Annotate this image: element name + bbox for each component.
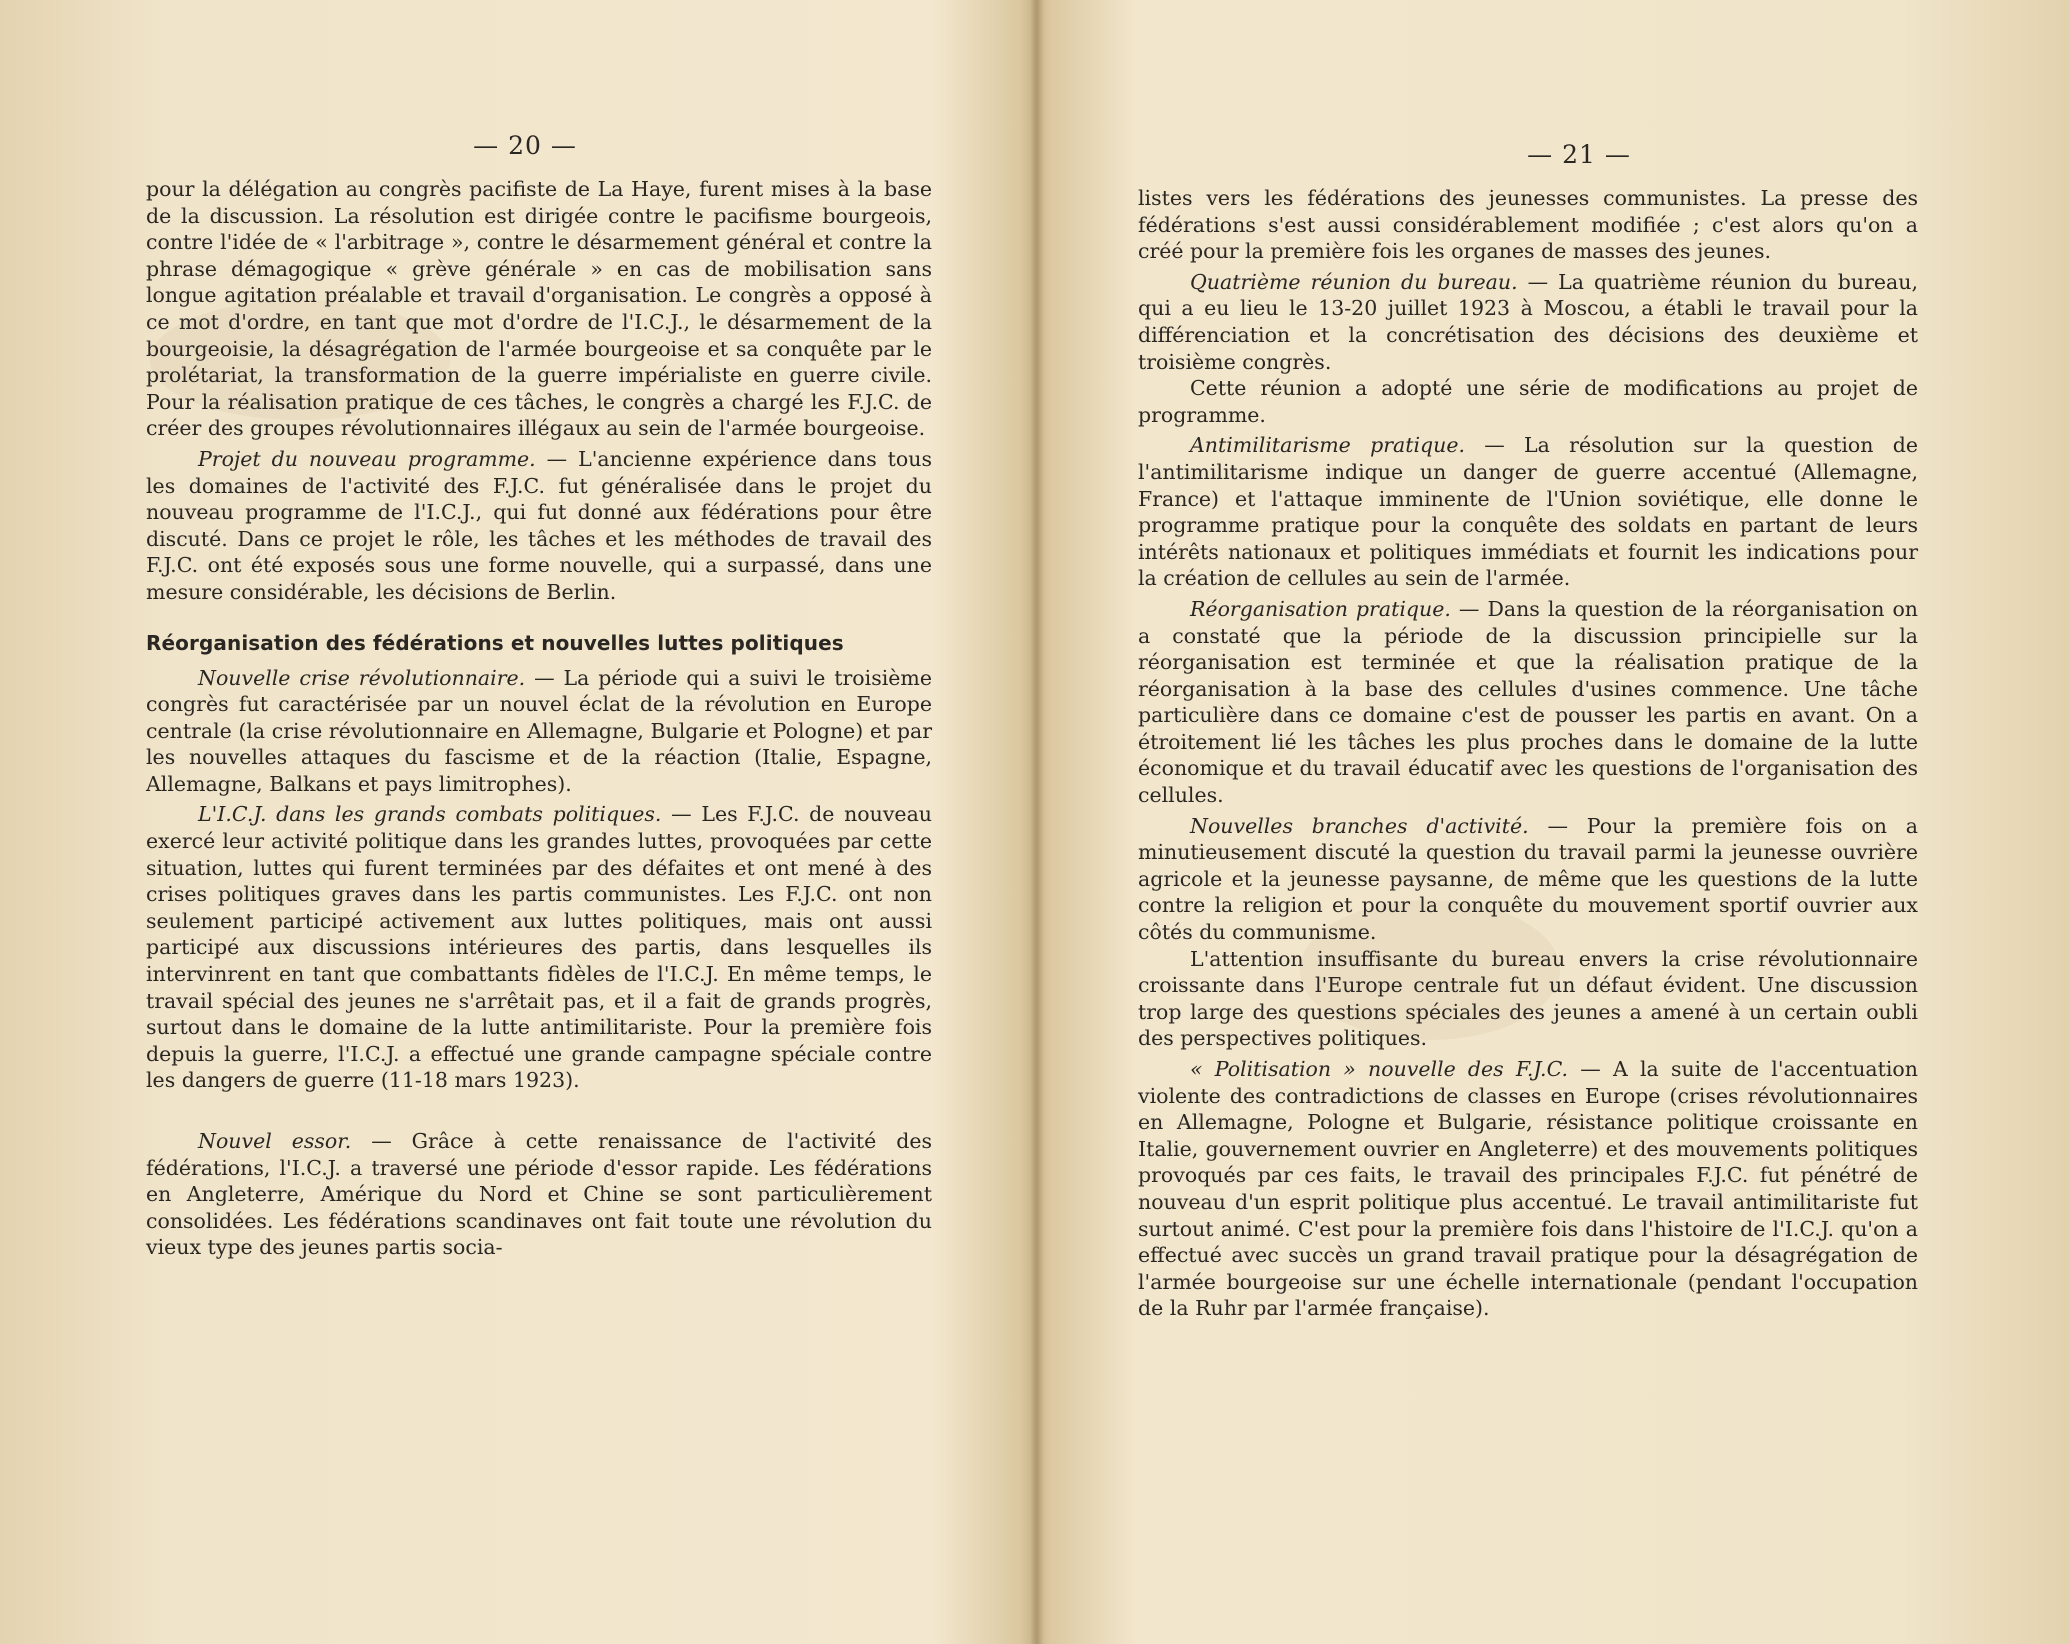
paragraph	[146, 665, 932, 798]
paragraph-title: L'I.C.J. dans les grands combats politiques.	[198, 802, 662, 827]
paragraph: L'attention insuffisante du bureau envers la crise révolutionnaire croissante dans l'Europe centrale fut un défaut évident. Une discussion trop large des questions spéciales des jeunes a amené à un certain oubli des perspectives politiques.	[1138, 946, 1918, 1051]
paragraph: pour la délégation au congrès pacifiste de La Haye, furent mises à la base de la discussion. La résolution est dirigée contre le pacifisme bourgeois, contre l'idée de « l'arbitrage », contre le désarmement général et contre la phrase démagogique « grève générale » en cas de mobilisation sans longue agitation préalable et travail d'organisation. Le congrès a opposé à ce mot d'ordre, en tant que mot d'ordre de l'I.C.J., le désarmement de la bourgeoisie, la désagrégation de l'armée bourgeoise et sa conquête par le prolétariat, la transformation de la guerre impérialiste en guerre civile. Pour la réalisation pratique de ces tâches, le congrès a chargé les F.J.C. de créer des groupes révolutionnaires illégaux au sein de l'armée bourgeoise.	[146, 177, 932, 441]
page-number-right: — 21 —	[1527, 140, 1631, 169]
book-gutter	[1030, 0, 1044, 1644]
paragraph	[1138, 596, 1918, 809]
paragraph	[1138, 269, 1918, 375]
paragraph-title: Nouvelles branches d'activité.	[1190, 813, 1529, 838]
paragraph	[1138, 432, 1918, 592]
paragraph-body: — La résolution sur la question de l'antimilitarisme indique un danger de guerre accentué (Allemagne, France) et l'attaque imminente de l'Union soviétique, elle donne le programme pratique pour la conquête des soldats en partant de leurs intérêts nationaux et politiques immédiats et fournit les indications pour la création de cellules au sein de l'armée.	[1138, 433, 1918, 591]
paragraph-body: — La quatrième réunion du bureau, qui a eu lieu le 13-20 juillet 1923 à Moscou, a établi le travail pour la différenciation et la concrétisation des décisions des deuxième et troisième congrès.	[1138, 269, 1918, 374]
left-page	[0, 0, 1030, 1644]
paragraph	[146, 801, 932, 1094]
paragraph-body: — A la suite de l'accentuation violente des contradictions de classes en Europe (crises révolutionnaires en Allemagne, Pologne et Bulgarie, résistance politique croissante en Italie, gouvernement ouvrier en Angleterre) et des mouvements politiques provoqués par ces faits, le travail des principales F.J.C. fut pénétré de nouveau d'un esprit politique plus accentué. Le travail antimilitariste fut surtout animé. C'est pour la première fois dans l'histoire de l'I.C.J. qu'on a effectué avec succès un grand travail pratique pour la désagrégation de l'armée bourgeoise sur une échelle internationale (pendant l'occupation de la Ruhr par l'armée française).	[1138, 1057, 1918, 1321]
paragraph-title: Antimilitarisme pratique.	[1190, 433, 1465, 458]
paragraph-body: — Les F.J.C. de nouveau exercé leur activité politique dans les grandes luttes, provoquées par cette situation, luttes qui furent terminées par des défaites et ont mené à des crises politiques graves dans les partis communistes. Les F.J.C. ont non seulement participé activement aux luttes politiques, mais ont aussi participé aux discussions intérieures des partis, dans lesquelles ils intervinrent en tant que combattants fidèles de l'I.C.J. En même temps, le travail spécial des jeunes ne s'arrêtait pas, et il a fait de grands progrès, surtout dans le domaine de la lutte antimilitariste. Pour la première fois depuis la guerre, l'I.C.J. a effectué une grande campagne spéciale contre les dangers de guerre (11-18 mars 1923).	[146, 802, 932, 1093]
paragraph-title: Quatrième réunion du bureau.	[1190, 269, 1518, 294]
section-heading: Réorganisation des fédérations et nouvelles luttes politiques	[146, 630, 844, 655]
paragraph: Cette réunion a adopté une série de modifications au projet de programme.	[1138, 376, 1918, 427]
paragraph-title: Nouvelle crise révolutionnaire.	[198, 665, 526, 690]
left-page-text	[146, 176, 932, 1261]
paragraph-body: — La période qui a suivi le troisième congrès fut caractérisée par un nouvel éclat de la révolution en Europe centrale (la crise révolutionnaire en Allemagne, Bulgarie et Pologne) et par les nouvelles attaques du fascisme et de la réaction (Italie, Espagne, Allemagne, Balkans et pays limitrophes).	[146, 665, 932, 796]
paragraph-title: Nouvel essor.	[198, 1129, 352, 1153]
right-page	[1044, 0, 2069, 1644]
paragraph-title: Réorganisation pratique.	[1190, 596, 1451, 621]
paragraph-body: — Pour la première fois on a minutieusement discuté la question du travail parmi la jeunesse ouvrière agricole et la jeunesse paysanne, de même que les questions de la lutte contre la religion et pour la conquête du mouvement sportif ouvrier aux côtés du communisme.	[1138, 813, 1918, 945]
paragraph-body: — Grâce à cette renaissance de l'activité des fédérations, l'I.C.J. a traversé une période d'essor rapide. Les fédérations en Angleterre, Amérique du Nord et Chine se sont particulièrement consolidées. Les fédérations scandinaves ont fait toute une révolution du vieux type des jeunes partis socia-	[146, 1129, 932, 1260]
paragraph	[146, 446, 932, 606]
paragraph-title: « Politisation » nouvelle des F.J.C.	[1190, 1057, 1569, 1081]
paragraph	[146, 1128, 932, 1261]
paragraph-body: — Dans la question de la réorganisation on a constaté que la période de la discussion principielle sur la réorganisation est terminée et que la réalisation pratique de la réorganisation à la base des cellules d'usines commence. Une tâche particulière dans ce domaine c'est de pousser les partis en avant. On a étroitement lié les tâches les plus proches dans le domaine de la lutte économique et du travail éducatif avec les questions de l'organisation des cellules.	[1138, 596, 1918, 808]
paragraph: listes vers les fédérations des jeunesses communistes. La presse des fédérations s'est aussi considérablement modifiée ; c'est alors qu'on a créé pour la première fois les organes de masses des jeunes.	[1138, 186, 1918, 264]
paragraph	[1138, 813, 1918, 946]
right-page-text	[1138, 185, 1918, 1322]
paragraph-title: Projet du nouveau programme.	[198, 446, 536, 471]
spacer	[146, 1094, 932, 1128]
page-number-left: — 20 —	[473, 131, 577, 160]
paragraph	[1138, 1056, 1918, 1322]
paragraph-body: — L'ancienne expérience dans tous les domaines de l'activité des F.J.C. fut généralisée dans le projet du nouveau programme de l'I.C.J., qui fut donné aux fédérations pour être discuté. Dans ce projet le rôle, les tâches et les méthodes de travail des F.J.C. ont été exposés sous une forme nouvelle, qui a surpassé, dans une mesure considérable, les décisions de Berlin.	[146, 446, 932, 604]
